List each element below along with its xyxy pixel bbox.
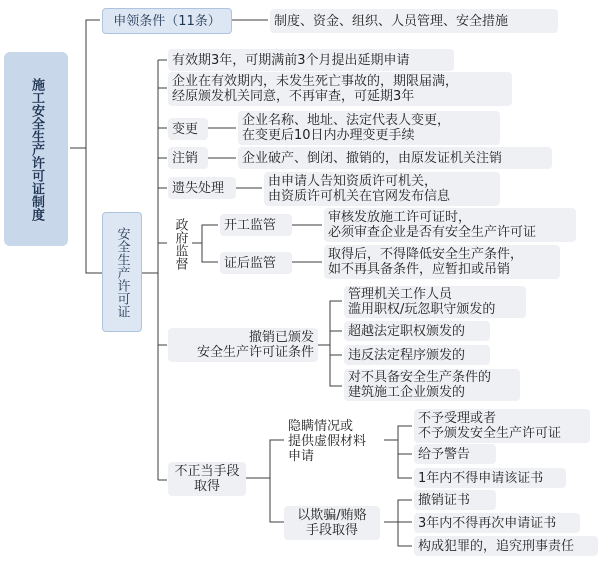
concealment-node: 隐瞒情况或 提供虚假材料 申请 [288,418,367,464]
concealment-item: 给予警告 [414,444,496,464]
validity-node: 有效期3年，可期满前3个月提出延期申请 [168,49,454,71]
revoke-item: 对不具备安全生产条件的 建筑施工企业颁发的 [344,369,520,401]
conditions-node: 申领条件（11条） [102,8,232,34]
cancel-node: 注销 [168,147,208,169]
supervision-node: 政府监督 [172,218,188,270]
concealment-item: 不予受理或者 不予颁发安全生产许可证 [414,409,590,443]
improper-node: 不正当手段 取得 [168,462,246,496]
conditions-detail: 制度、资金、组织、人员管理、安全措施 [270,9,558,33]
change-node: 变更 [168,118,208,140]
lost-node: 遗失处理 [168,177,236,199]
after-supervision-detail: 取得后，不得降低安全生产条件， 如不再具备条件，应暂扣或吊销 [324,245,560,279]
revoke-item: 管理机关工作人员 滥用职权/玩忽职守颁发的 [344,286,526,318]
start-supervision-node: 开工监管 [220,214,292,236]
license-node: 安全生产许可证 [102,212,142,332]
revoke-item: 违反法定程序颁发的 [344,345,490,365]
cancel-detail: 企业破产、倒闭、撤销的，由原发证机关注销 [238,147,552,169]
connector-root-conditions [70,20,100,148]
after-supervision-node: 证后监管 [220,252,292,274]
fraud-item: 3年内不得再次申请证书 [414,513,580,533]
fraud-item: 撤销证书 [414,490,496,510]
revoke-node: 撤销已颁发 安全生产许可证条件 [168,328,318,362]
extension-node: 企业在有效期内，未发生死亡事故的，期限届满， 经原颁发机关同意，不再审查，可延期3年 [168,72,512,106]
start-supervision-detail: 审核发放施工许可证时， 必须审查企业是否有安全生产许可证 [324,208,576,242]
fraud-item: 构成犯罪的，追究刑事责任 [414,536,598,556]
lost-detail: 由申请人告知资质许可机关， 由资质许可机关在官网发布信息 [264,172,500,206]
change-detail: 企业名称、地址、法定代表人变更， 在变更后10日内办理变更手续 [238,111,500,145]
concealment-item: 1年内不得申请该证书 [414,468,566,488]
root-node: 施工安全生产许可证制度 [4,52,68,246]
fraud-node: 以欺骗/贿赂 手段取得 [284,506,380,540]
revoke-item: 超越法定职权颁发的 [344,321,490,341]
connector-root-license [86,148,102,273]
